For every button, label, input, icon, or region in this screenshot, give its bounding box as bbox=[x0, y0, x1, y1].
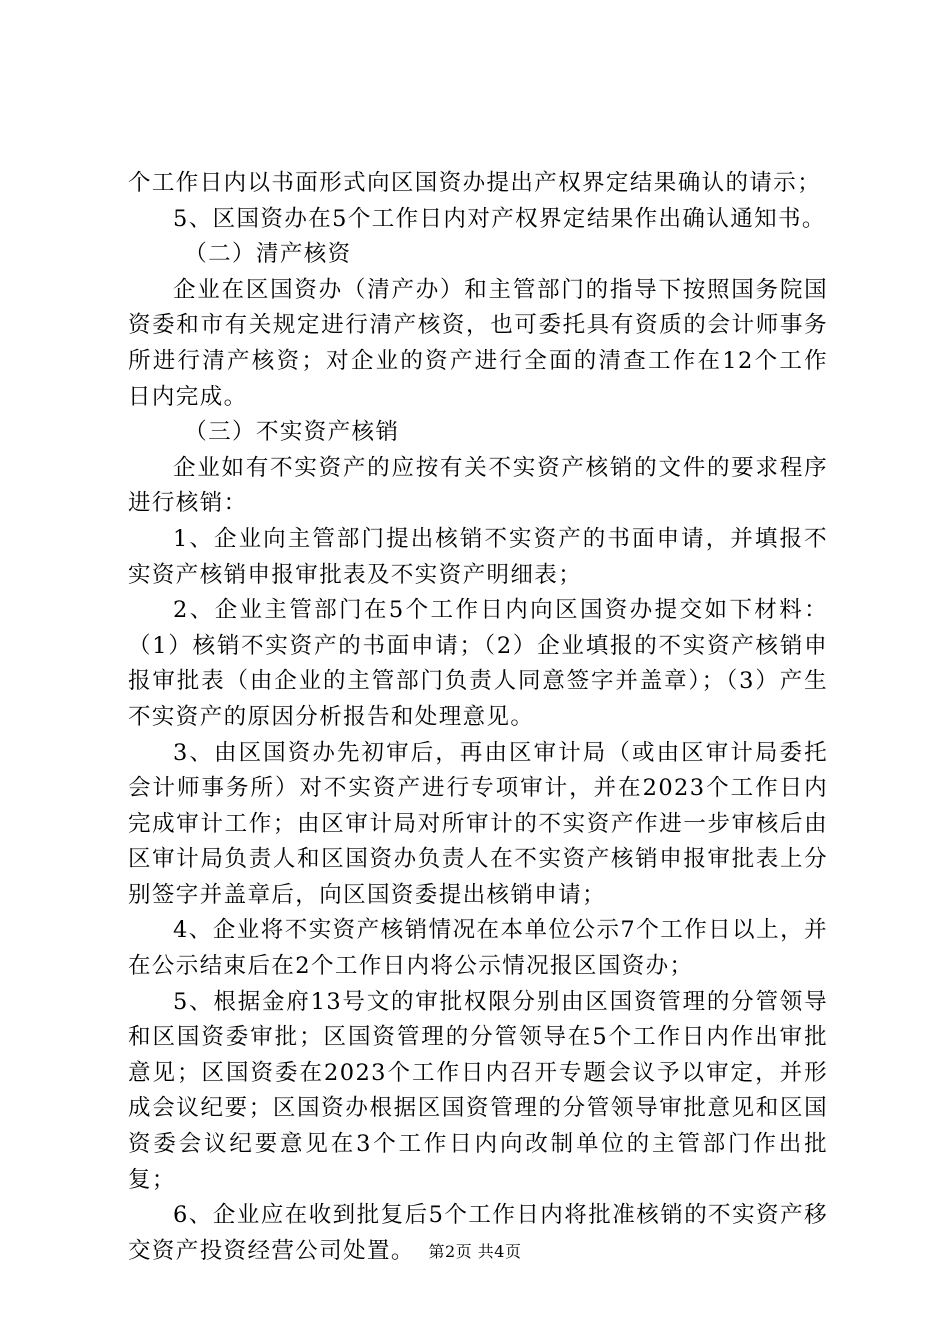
paragraph-6: 2、企业主管部门在5个工作日内向区国资办提交如下材料：（1）核销不实资产的书面申请；（2）企业填报的不实资产核销申报审批表（由企业的主管部门负责人同意签字并盖章）；（3）产生不实资产的原因分析报告和处理意见。 bbox=[128, 597, 828, 730]
paragraph-10: 6、企业应在收到批复后5个工作日内将批准核销的不实资产移交资产投资经营公司处置。 bbox=[128, 1202, 828, 1264]
paragraph-9: 5、根据金府13号文的审批权限分别由区国资管理的分管领导和区国资委审批；区国资管理的分管领导在5个工作日内作出审批意见；区国资委在2023个工作日内召开专题会议予以审定，并形成会议纪要；区国资办根据区国资管理的分管领导审批意见和区国资委会议纪要意见在3个工作日内向改制单位的主管部门作出批复； bbox=[128, 988, 828, 1193]
paragraph-1: 个工作日内以书面形式向区国资办提出产权界定结果确认的请示； bbox=[128, 170, 822, 196]
paragraph-4: 企业如有不实资产的应按有关不实资产核销的文件的要求程序进行核销： bbox=[128, 454, 828, 517]
paragraph-7: 3、由区国资办先初审后，再由区审计局（或由区审计局委托会计师事务所）对不实资产进行专项审计，并在2023个工作日内完成审计工作；由区审计局对所审计的不实资产作进一步审核后由区审计局负责人和区国资办负责人在不实资产核销申报审批表上分别签字并盖章后，向区国资委提出核销申请； bbox=[128, 739, 828, 908]
page-footer: 第2页 共4页 bbox=[428, 1242, 522, 1261]
paragraph-5: 1、企业向主管部门提出核销不实资产的书面申请，并填报不实资产核销申报审批表及不实资产明细表； bbox=[128, 525, 828, 588]
paragraph-2: 5、区国资办在5个工作日内对产权界定结果作出确认通知书。 bbox=[173, 205, 826, 232]
paragraph-8: 4、企业将不实资产核销情况在本单位公示7个工作日以上，并在公示结束后在2个工作日内将公示情况报区国资办； bbox=[128, 917, 828, 980]
document-body bbox=[128, 166, 828, 1269]
section-heading-3: （三）不实资产核销 bbox=[184, 419, 400, 446]
section-heading-2: （二）清产核资 bbox=[184, 241, 352, 268]
paragraph-3: 企业在区国资办（清产办）和主管部门的指导下按照国务院国资委和市有关规定进行清产核资，也可委托具有资质的会计师事务所进行清产核资；对企业的资产进行全面的清查工作在12个工作日内完成。 bbox=[128, 276, 828, 410]
